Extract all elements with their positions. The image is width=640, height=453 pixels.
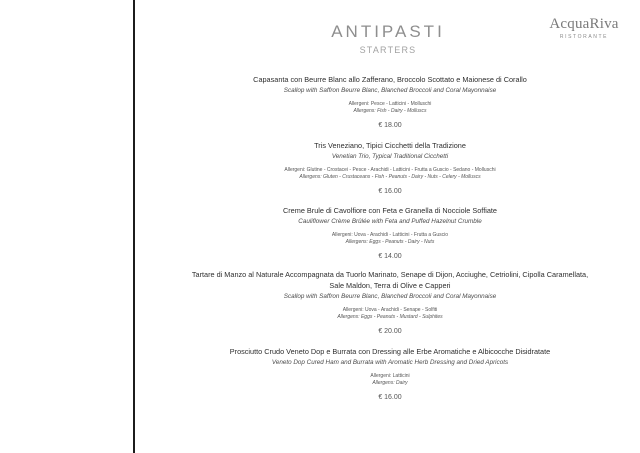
dish-translation: Scallop with Saffron Beurre Blanc, Blanched Broccoli and Coral Mayonnaise: [283, 87, 497, 94]
dish-price: € 20.00: [378, 328, 402, 335]
left-divider-line: [133, 0, 135, 453]
allergens-english: Allergens: Fish - Dairy - Molluscs: [353, 108, 427, 114]
restaurant-logo: [548, 16, 620, 40]
menu-item: [190, 74, 590, 130]
dish-translation: Cauliflower Crème Brûlée with Feta and Puffed Hazelnut Crumble: [298, 218, 482, 225]
dish-price: € 18.00: [378, 122, 402, 129]
allergens-english: Allergens: Eggs - Peanuts - Dairy - Nuts: [345, 239, 435, 245]
dish-name: Capasanta con Beurre Blanc allo Zafferano, Broccolo Scottato e Maionese di Corallo: [253, 75, 527, 84]
allergens-english: Allergens: Gluten - Crustaceans - Fish - Peanuts - Dairy - Nuts - Celery - Molluscs: [299, 174, 481, 180]
menu-item: [190, 140, 590, 196]
dish-price: € 16.00: [378, 394, 402, 401]
dish-translation: Veneto Dop Cured Ham and Burrata with Aromatic Herb Dressing and Dried Apricots: [271, 359, 509, 366]
allergens-italian: Allergeni: Pesce - Latticini - Molluschi: [348, 101, 432, 107]
section-header: [288, 22, 488, 55]
dish-translation: Scallop with Saffron Beurre Blanc, Blanched Broccoli and Coral Mayonnaise: [283, 293, 497, 300]
logo-subtitle: RISTORANTE: [559, 34, 609, 40]
dish-price: € 14.00: [378, 253, 402, 260]
allergens-english: Allergens: Eggs - Peanuts - Mustard - Sulphites: [337, 314, 443, 320]
logo-name: AcquaRiva: [549, 16, 619, 32]
dish-price: € 16.00: [378, 188, 402, 195]
section-title: ANTIPASTI: [331, 22, 445, 41]
allergens-english: Allergens: Dairy: [372, 380, 408, 386]
section-subtitle: STARTERS: [359, 45, 417, 55]
allergens-italian: Allergeni: Latticini: [370, 373, 410, 379]
allergens-italian: Allergeni: Glutine - Crostacei - Pesce - Arachidi - Latticini - Frutta a Guscio - Sedano - Molluschi: [284, 167, 496, 173]
allergens-italian: Allergeni: Uova - Arachidi - Senape - Solfiti: [342, 307, 438, 313]
dish-translation: Venetian Trio, Typical Traditional Cicchetti: [331, 153, 449, 160]
allergens-italian: Allergeni: Uova - Arachidi - Latticini - Frutta a Guscio: [331, 232, 449, 238]
dish-name: Creme Brule di Cavolfiore con Feta e Granella di Nocciole Soffiate: [282, 206, 497, 215]
dish-name: Tartare di Manzo al Naturale Accompagnata da Tuorlo Marinato, Senape di Dijon, Acciughe, Cetriolini, Cipolla Caramellata, Sale Maldon, Terra di Olive e Capperi: [191, 270, 589, 290]
menu-item: [190, 269, 590, 336]
menu-item: [190, 205, 590, 261]
dish-name: Tris Veneziano, Tipici Cicchetti della Tradizione: [314, 141, 466, 150]
menu-item: [190, 346, 590, 402]
dish-name: Prosciutto Crudo Veneto Dop e Burrata con Dressing alle Erbe Aromatiche e Albicocche Disidratate: [229, 347, 551, 356]
